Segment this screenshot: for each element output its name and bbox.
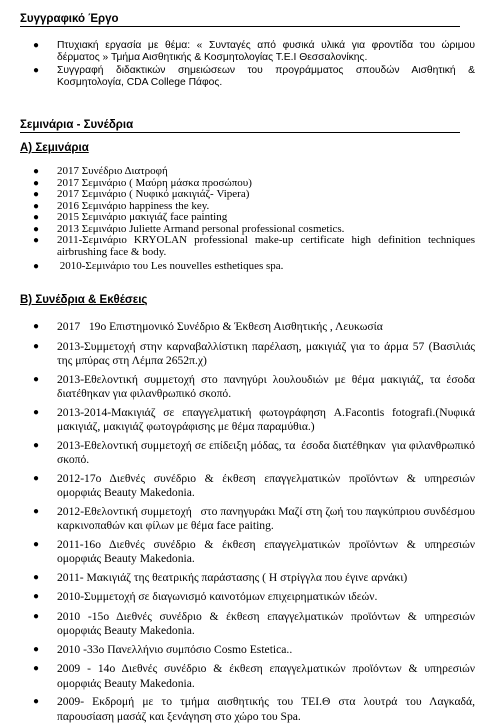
writing-list [33,40,475,89]
list-item: ● 2010 -15ο Διεθνές συνέδριο & έκθεση επαγγελματικών προϊόντων & υπηρεσιών ομορφιάς Beauty Makedonia. [33,609,475,637]
bullet-icon: ● [33,373,40,385]
bullet-icon: ● [33,439,40,451]
list-item: ● 2011-Σεμινάριο KRYOLAN professional make-up certificate high definition techniques airbrushing face & body. [33,234,475,258]
list-item: ● 2013-Εθελοντική συμμετοχή στο πανηγύρι λουλουδιών με θέμα μακιγιάζ, τα έσοδα διατέθηκαν για φιλανθρωπικό σκοπό. [33,372,475,400]
list-item: ● 2009- Εκδρομή με το τμήμα αισθητικής του ΤΕΙ.Θ στα λουτρά του Λαγκαδά, παρουσίαση μασάζ και ξενάγηση στο χώρο του Spa. [33,695,475,723]
list-item: ● 2010 -33ο Πανελλήνιο συμπόσιο Cosmo Estetica.. [33,642,293,656]
list-item: ● 2015 Σεμινάριο μακιγιάζ face painting [33,211,228,223]
list-item: ● 2013-Εθελοντική συμμετοχή σε επίδειξη μόδας, τα έσοδα διατέθηκαν για φιλανθρωπικό σκοπό. [33,438,478,466]
bullet-icon: ● [33,321,40,332]
list-item: ● Πτυχιακή εργασία με θέμα: « Συνταγές από φυσικά υλικά για φροντίδα του ώριμου δέρματος » Τμήμα Αισθητικής & Κοσμητολογίας Τ.Ε.Ι Θεσσαλονίκης. [33,40,475,63]
list-item: ● 2012-17ο Διεθνές συνέδριο & έκθεση επαγγελματικών προϊόντων & υπηρεσιών ομορφιάς Beauty Makedonia. [33,471,475,499]
list-item: ● 2009 - 14ο Διεθνές συνέδριο & έκθεση επαγγελματικών προϊόντων & υπηρεσιών ομορφιάς Beauty Makedonia. [33,662,475,690]
bullet-icon: ● [33,696,40,707]
bullet-icon: ● [33,538,40,550]
bullet-icon: ● [33,261,40,272]
section-title-writing: Συγγραφικό Έργο [20,13,460,27]
seminars-list [33,165,475,273]
bullet-icon: ● [33,223,40,235]
list-item: ● 2017 Σεμινάριο ( Μαύρη μάσκα προσώπου) [33,176,252,189]
bullet-icon: ● [33,472,40,484]
list-item: ● 2010-Σεμινάριο του Les nouvelles esthetiques spa. [33,260,284,272]
bullet-icon: ● [33,643,40,655]
bullet-icon: ● [33,177,40,189]
list-item: ● 2017 Σεμινάριο ( Νυφικό μακιγιάζ- Vipera) [33,188,250,200]
bullet-icon: ● [33,166,40,177]
bullet-icon: ● [33,610,40,622]
list-item: ● 2017 Συνέδριο Διατροφή [33,165,168,177]
list-item: ● 2017 19ο Επιστημονικό Συνέδριο & Έκθεση Αισθητικής , Λευκωσία [33,320,383,333]
list-item: ● 2013-Συμμετοχή στην καρναβαλλίστικη παρέλαση, μακιγιάζ για το άρμα 57 (Βασιλιάς της μπύρας στη Λέμπα 2652π.χ) [33,339,475,367]
list-item: ● 2011-16ο Διεθνές συνέδριο & έκθεση επαγγελματικών προϊόντων & υπηρεσιών ομορφιάς Beauty Makedonia. [33,537,475,565]
section-title-seminars: Σεμινάρια - Συνέδρια [20,119,460,133]
list-item: ● Συγγραφή διδακτικών σημειώσεων του προγράμματος σπουδών Αισθητική & Κοσμητολογία, CDA College Πάφος. [33,65,475,88]
list-item: ● 2011- Μακιγιάζ της θεατρικής παράστασης ( Η στρίγγλα που έγινε αρνάκι) [33,570,408,584]
bullet-icon: ● [33,505,40,517]
list-item: ● 2012-Εθελοντική συμμετοχή στο πανηγυράκι Μαζί στη ζωή του παγκύπριου συνδέσμου καρκινοπαθών και φίλων με θέμα face paiting. [33,504,478,532]
subsection-title-conferences: Β) Συνέδρια & Εκθέσεις [20,294,148,306]
list-item: ● 2016 Σεμινάριο happiness the key. [33,199,210,212]
bullet-icon: ● [33,235,40,246]
bullet-icon: ● [33,571,40,583]
bullet-icon: ● [33,663,40,674]
list-item: ● 2010-Συμμετοχή σε διαγωνισμό καινοτόμων επιχειρηματικών ιδεών. [33,590,378,603]
subsection-title-seminars: Α) Σεμινάρια [20,142,89,154]
bullet-icon: ● [33,65,40,76]
bullet-icon: ● [33,189,40,200]
bullet-icon: ● [33,406,40,418]
bullet-icon: ● [33,200,40,212]
bullet-icon: ● [33,591,40,602]
bullet-icon: ● [33,40,40,51]
conferences-list [33,320,478,728]
bullet-icon: ● [33,340,40,352]
bullet-icon: ● [33,212,40,223]
list-item: ● 2013-2014-Μακιγιάζ σε επαγγελματική φωτογράφηση A.Facontis fotografi.(Νυφικά μακιγιάζ, μακιγιάζ φωτογράφισης με θέμα παραμύθια.) [33,405,475,433]
list-item: ● 2013 Σεμινάριο Juliette Armand personal professional cosmetics. [33,222,345,235]
